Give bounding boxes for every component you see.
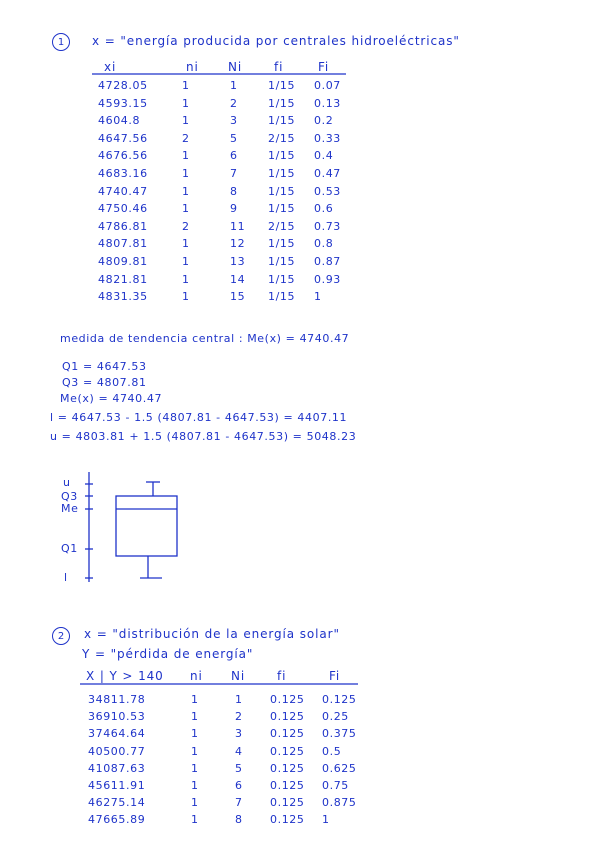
table1-cell-r12-c1: 4821.81 — [98, 272, 148, 286]
table1-cell-r13-c5: 1 — [314, 290, 322, 304]
table2-cell-r2-c1: 36910.53 — [88, 710, 146, 724]
central-tendency-line: medida de tendencia central : Me(x) = 4740.47 — [60, 332, 350, 345]
boxplot-label-u: u — [63, 476, 71, 489]
table2-cell-r3-c2: 1 — [191, 727, 199, 741]
table1-cell-r1-c2: 1 — [182, 79, 190, 92]
table1-cell-r8-c2: 1 — [182, 202, 190, 216]
upper-fence-formula: u = 4803.81 + 1.5 (4807.81 - 4647.53) = 5048.23 — [50, 430, 357, 443]
table1-cell-r10-c5: 0.8 — [314, 237, 334, 251]
table1-cell-r4-c3: 5 — [230, 131, 238, 145]
table1-cell-r4-c5: 0.33 — [314, 131, 341, 145]
table1-cell-r7-c3: 8 — [230, 184, 238, 198]
median-value: Me(x) = 4740.47 — [60, 392, 163, 405]
table2-cell-r2-c4: 0.125 — [270, 710, 305, 724]
table2-cell-r8-c1: 47665.89 — [88, 813, 146, 827]
table2-cell-r7-c2: 1 — [191, 796, 199, 810]
table1-cell-r7-c2: 1 — [182, 184, 190, 198]
table1-cell-r8-c3: 9 — [230, 202, 238, 216]
boxplot-label-q3: Q3 — [61, 490, 78, 503]
table1-cell-r7-c1: 4740.47 — [98, 184, 148, 198]
table1-header-ni: ni — [186, 60, 199, 74]
table2-cell-r6-c4: 0.125 — [270, 779, 305, 792]
table2-cell-r1-c2: 1 — [191, 693, 199, 706]
table2-cell-r4-c1: 40500.77 — [88, 744, 146, 758]
table2-cell-r8-c5: 1 — [322, 813, 330, 827]
table1-cell-r12-c5: 0.93 — [314, 272, 341, 286]
table2-cell-r4-c5: 0.5 — [322, 744, 342, 758]
table1-cell-r4-c1: 4647.56 — [98, 131, 148, 145]
table2-cell-r3-c4: 0.125 — [270, 727, 305, 741]
table2-header-ni: ni — [190, 669, 203, 683]
table1-cell-r13-c4: 1/15 — [268, 290, 296, 304]
table1-cell-r9-c4: 2/15 — [268, 219, 296, 233]
table1-cell-r5-c2: 1 — [182, 149, 190, 163]
table1-cell-r11-c5: 0.87 — [314, 255, 341, 268]
table1-cell-r6-c3: 7 — [230, 167, 238, 180]
table1-cell-r1-c5: 0.07 — [314, 79, 341, 92]
table2-cell-r2-c2: 1 — [191, 710, 199, 724]
section-1-variable: x = "energía producida por centrales hidroeléctricas" — [92, 34, 460, 48]
table1-cell-r13-c3: 15 — [230, 290, 246, 304]
table1-cell-r5-c4: 1/15 — [268, 149, 296, 163]
table2-cell-r6-c3: 6 — [235, 779, 243, 792]
table2-cell-r4-c4: 0.125 — [270, 744, 305, 758]
table1-cell-r2-c1: 4593.15 — [98, 96, 148, 110]
table1-cell-r12-c2: 1 — [182, 272, 190, 286]
section-2-number: 2 — [52, 627, 70, 645]
table2-cell-r5-c2: 1 — [191, 761, 199, 775]
table1-cell-r10-c3: 12 — [230, 237, 246, 251]
table1-cell-r12-c3: 14 — [230, 272, 246, 286]
table1-cell-r10-c4: 1/15 — [268, 237, 296, 251]
table1-cell-r6-c4: 1/15 — [268, 167, 296, 180]
table1-cell-r11-c3: 13 — [230, 255, 246, 268]
table1-cell-r6-c2: 1 — [182, 167, 190, 180]
table1-cell-r13-c2: 1 — [182, 290, 190, 304]
table2-cell-r8-c4: 0.125 — [270, 813, 305, 827]
table1-cell-r5-c1: 4676.56 — [98, 149, 148, 163]
table1-cell-r2-c5: 0.13 — [314, 96, 341, 110]
lower-fence-formula: l = 4647.53 - 1.5 (4807.81 - 4647.53) = 4407.11 — [50, 411, 348, 424]
q1-value: Q1 = 4647.53 — [62, 360, 147, 373]
boxplot-label-l: l — [64, 571, 68, 584]
table2-cell-r7-c4: 0.125 — [270, 796, 305, 810]
table1-header-Fi: Fi — [318, 60, 330, 74]
table1-cell-r3-c5: 0.2 — [314, 114, 334, 128]
table1-cell-r8-c4: 1/15 — [268, 202, 296, 216]
table2-cell-r3-c1: 37464.64 — [88, 727, 146, 741]
section-2-variable: x = "distribución de la energía solar" — [84, 627, 340, 641]
table2-header-Ni: Ni — [231, 669, 246, 683]
table1-cell-r3-c4: 1/15 — [268, 114, 296, 128]
table2-cell-r1-c4: 0.125 — [270, 693, 305, 706]
boxplot-label-me: Me — [61, 502, 79, 515]
table2-cell-r7-c1: 46275.14 — [88, 796, 146, 810]
table1-cell-r2-c2: 1 — [182, 96, 190, 110]
table1-cell-r9-c1: 4786.81 — [98, 219, 148, 233]
table2-cell-r5-c1: 41087.63 — [88, 761, 146, 775]
table2-header-Fi: Fi — [329, 669, 341, 683]
table1-header-xi: xi — [104, 60, 117, 74]
table2-cell-r6-c1: 45611.91 — [88, 779, 146, 792]
table1-cell-r7-c4: 1/15 — [268, 184, 296, 198]
table1-cell-r9-c5: 0.73 — [314, 219, 341, 233]
table2-cell-r6-c5: 0.75 — [322, 779, 349, 792]
table1-cell-r9-c3: 11 — [230, 219, 246, 233]
table1-cell-r3-c2: 1 — [182, 114, 190, 128]
table1-cell-r2-c3: 2 — [230, 96, 238, 110]
section-2-variable-y: Y = "pérdida de energía" — [82, 647, 254, 661]
table2-cell-r5-c5: 0.625 — [322, 761, 357, 775]
table2-cell-r5-c3: 5 — [235, 761, 243, 775]
table1-cell-r13-c1: 4831.35 — [98, 290, 148, 304]
table2-cell-r5-c4: 0.125 — [270, 761, 305, 775]
table1-cell-r4-c4: 2/15 — [268, 131, 296, 145]
table2-cell-r1-c3: 1 — [235, 693, 243, 706]
table2-cell-r3-c3: 3 — [235, 727, 243, 741]
table1-cell-r2-c4: 1/15 — [268, 96, 296, 110]
table1-cell-r12-c4: 1/15 — [268, 272, 296, 286]
table2-cell-r1-c5: 0.125 — [322, 693, 357, 706]
table1-cell-r11-c1: 4809.81 — [98, 255, 148, 268]
table1-cell-r8-c5: 0.6 — [314, 202, 334, 216]
table1-cell-r3-c3: 3 — [230, 114, 238, 128]
table1-cell-r1-c4: 1/15 — [268, 79, 296, 92]
table1-cell-r1-c3: 1 — [230, 79, 238, 92]
table2-cell-r8-c2: 1 — [191, 813, 199, 827]
table2-cell-r4-c3: 4 — [235, 744, 243, 758]
table2-cell-r2-c3: 2 — [235, 710, 243, 724]
table1-cell-r7-c5: 0.53 — [314, 184, 341, 198]
table1-cell-r9-c2: 2 — [182, 219, 190, 233]
table2-header-fi: fi — [277, 669, 287, 683]
table1-cell-r6-c5: 0.47 — [314, 167, 341, 180]
table2-cell-r3-c5: 0.375 — [322, 727, 357, 741]
section-1-number: 1 — [52, 33, 70, 51]
q3-value: Q3 = 4807.81 — [62, 376, 147, 389]
table1-cell-r11-c4: 1/15 — [268, 255, 296, 268]
table1-cell-r8-c1: 4750.46 — [98, 202, 148, 216]
table1-cell-r3-c1: 4604.8 — [98, 114, 141, 128]
table1-cell-r10-c1: 4807.81 — [98, 237, 148, 251]
table2-cell-r1-c1: 34811.78 — [88, 693, 146, 706]
table1-header-fi: fi — [274, 60, 284, 74]
table2-header-x: X | Y > 140 — [86, 669, 164, 683]
table1-cell-r5-c5: 0.4 — [314, 149, 334, 163]
table1-cell-r6-c1: 4683.16 — [98, 167, 148, 180]
table1-cell-r1-c1: 4728.05 — [98, 79, 148, 92]
table2-cell-r2-c5: 0.25 — [322, 710, 349, 724]
table1-cell-r11-c2: 1 — [182, 255, 190, 268]
table2-cell-r8-c3: 8 — [235, 813, 243, 827]
table2-cell-r7-c5: 0.875 — [322, 796, 357, 810]
table1-cell-r10-c2: 1 — [182, 237, 190, 251]
boxplot-label-q1: Q1 — [61, 542, 78, 555]
table2-cell-r6-c2: 1 — [191, 779, 199, 792]
table1-header-Ni: Ni — [228, 60, 243, 74]
table1-cell-r4-c2: 2 — [182, 131, 190, 145]
table1-cell-r5-c3: 6 — [230, 149, 238, 163]
table2-cell-r4-c2: 1 — [191, 744, 199, 758]
table2-cell-r7-c3: 7 — [235, 796, 243, 810]
